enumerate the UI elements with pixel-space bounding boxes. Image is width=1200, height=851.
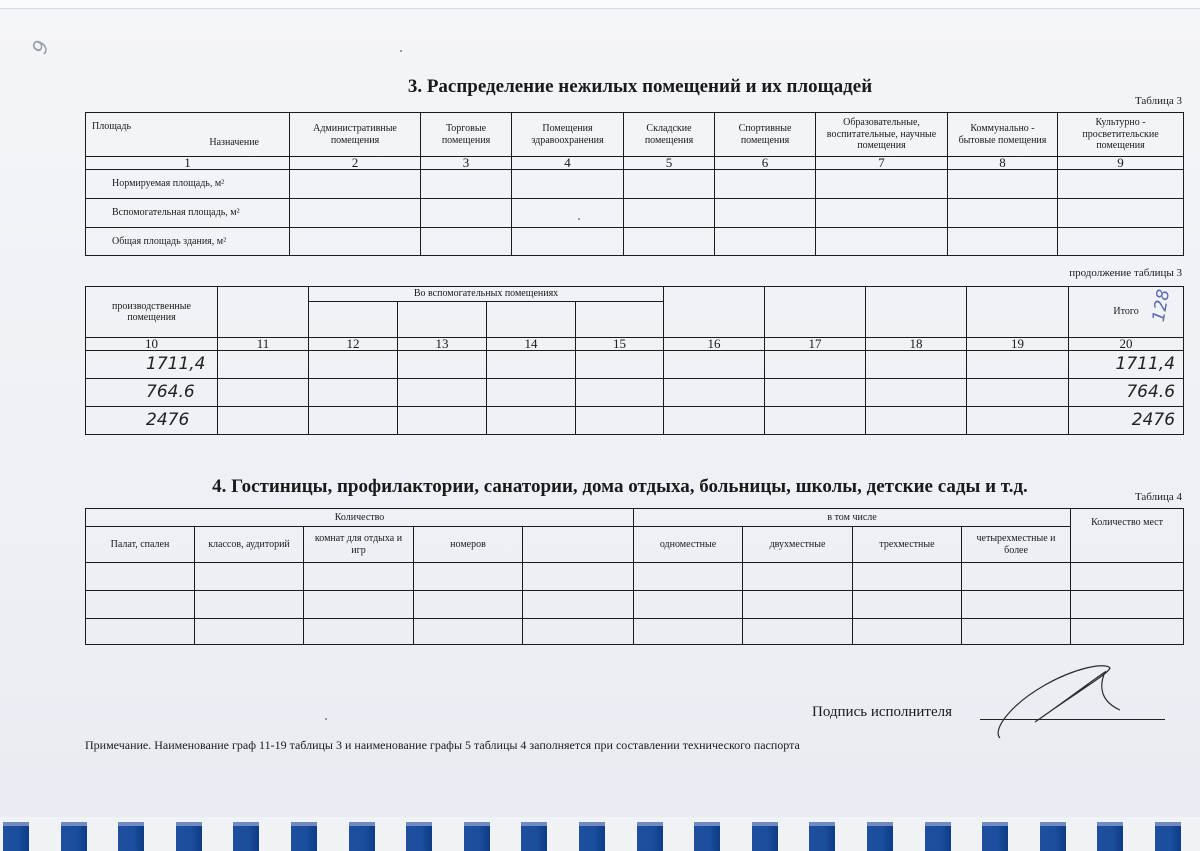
binding-hole xyxy=(349,822,375,851)
column-number: 7 xyxy=(816,157,948,170)
column-header xyxy=(218,287,309,338)
table-row xyxy=(86,228,1184,256)
corner-header-cell xyxy=(86,113,290,157)
column-header: четырехместные и более xyxy=(962,527,1071,563)
column-header xyxy=(967,287,1069,338)
column-header-total xyxy=(1069,287,1184,338)
table-cell xyxy=(948,170,1058,199)
page-top-edge xyxy=(0,0,1200,9)
table-cell xyxy=(743,591,853,619)
table-cell xyxy=(962,563,1071,591)
table-cell xyxy=(967,379,1069,407)
table-cell xyxy=(816,199,948,228)
table3-part2 xyxy=(85,286,1184,435)
table-cell xyxy=(1058,170,1184,199)
table-cell xyxy=(523,619,634,645)
binding-hole xyxy=(809,822,835,851)
table3-part1 xyxy=(85,112,1184,256)
table-cell xyxy=(624,170,715,199)
handwritten-total-value: 764.6 xyxy=(1069,379,1184,407)
table-cell xyxy=(634,591,743,619)
binding-hole xyxy=(61,822,87,851)
binding-hole xyxy=(521,822,547,851)
table-cell xyxy=(309,379,398,407)
table-cell xyxy=(664,351,765,379)
table-cell xyxy=(398,407,487,435)
column-header: Помещения здравоохранения xyxy=(512,113,624,157)
column-number: 14 xyxy=(487,338,576,351)
column-header xyxy=(664,287,765,338)
column-number: 20 xyxy=(1069,338,1184,351)
column-number: 5 xyxy=(624,157,715,170)
table-cell xyxy=(398,379,487,407)
table-cell xyxy=(866,379,967,407)
aux-subheader xyxy=(309,302,398,338)
table-row xyxy=(86,591,1184,619)
binding-hole xyxy=(637,822,663,851)
table-cell xyxy=(743,619,853,645)
table-row xyxy=(86,563,1184,591)
scan-speck xyxy=(325,718,327,720)
table4-header-row-2 xyxy=(86,527,1184,563)
table-cell xyxy=(86,563,195,591)
table-cell xyxy=(512,170,624,199)
table-cell xyxy=(576,407,664,435)
table-row xyxy=(86,199,1184,228)
table-cell xyxy=(309,407,398,435)
table-cell xyxy=(1071,591,1184,619)
binding-hole xyxy=(406,822,432,851)
table3-label: Таблица 3 xyxy=(1134,95,1182,107)
group-header-including: в том числе xyxy=(634,509,1071,527)
table4 xyxy=(85,508,1184,645)
total-header-label: Итого xyxy=(1113,306,1139,318)
column-number-row xyxy=(86,157,1184,170)
table-cell xyxy=(414,563,523,591)
row-label-normative-area: Нормируемая площадь, м² xyxy=(86,170,290,199)
table-cell xyxy=(195,591,304,619)
column-number: 9 xyxy=(1058,157,1184,170)
table-cell xyxy=(765,379,866,407)
table-cell xyxy=(421,199,512,228)
table-row xyxy=(86,170,1184,199)
table-cell xyxy=(309,351,398,379)
table-cell xyxy=(523,563,634,591)
column-header: Спортивные помещения xyxy=(715,113,816,157)
table-cell xyxy=(487,379,576,407)
binding-hole xyxy=(1155,822,1181,851)
table3b-header-row-1 xyxy=(86,287,1184,302)
section4-title: 4. Гостиницы, профилактории, санатории, дома отдыха, больницы, школы, детские сады и т.д. xyxy=(212,476,1028,497)
binding-hole xyxy=(118,822,144,851)
table-cell xyxy=(664,379,765,407)
table-cell xyxy=(523,591,634,619)
column-header: номеров xyxy=(414,527,523,563)
table-row xyxy=(86,407,1184,435)
table-cell xyxy=(512,228,624,256)
table-cell xyxy=(967,351,1069,379)
column-header: Образовательные, воспитательные, научные помещения xyxy=(816,113,948,157)
section3-title: 3. Распределение нежилых помещений и их площадей xyxy=(407,76,873,97)
column-header xyxy=(765,287,866,338)
column-number: 11 xyxy=(218,338,309,351)
binding-hole xyxy=(3,822,29,851)
table-cell xyxy=(962,619,1071,645)
column-header: Коммунально - бытовые помещения xyxy=(948,113,1058,157)
table-cell xyxy=(487,351,576,379)
column-number: 2 xyxy=(290,157,421,170)
corner-handwritten-note: 9 xyxy=(26,36,54,58)
binding-hole xyxy=(982,822,1008,851)
table-cell xyxy=(1071,563,1184,591)
column-number: 19 xyxy=(967,338,1069,351)
table-cell xyxy=(866,351,967,379)
handwritten-value: 2476 xyxy=(86,407,218,435)
table-cell xyxy=(512,199,624,228)
table-cell xyxy=(414,619,523,645)
table-cell xyxy=(743,563,853,591)
column-number: 1 xyxy=(86,157,290,170)
table-cell xyxy=(765,407,866,435)
column-number-row xyxy=(86,338,1184,351)
aux-subheader xyxy=(398,302,487,338)
table-cell xyxy=(715,199,816,228)
column-header: двухместные xyxy=(743,527,853,563)
column-number: 6 xyxy=(715,157,816,170)
scan-speck xyxy=(578,218,580,220)
table4-header-row-1 xyxy=(86,509,1184,527)
table-cell xyxy=(1071,619,1184,645)
table-cell xyxy=(948,199,1058,228)
table-cell xyxy=(1058,199,1184,228)
table-cell xyxy=(290,199,421,228)
binding-hole xyxy=(233,822,259,851)
table3-continuation-label: продолжение таблицы 3 xyxy=(1069,267,1182,279)
table3-header-row xyxy=(86,113,1184,157)
binding-hole xyxy=(752,822,778,851)
column-header: классов, аудиторий xyxy=(195,527,304,563)
column-number: 13 xyxy=(398,338,487,351)
table-cell xyxy=(1058,228,1184,256)
binding-hole xyxy=(867,822,893,851)
table-cell xyxy=(866,407,967,435)
handwritten-total-value: 1711,4 xyxy=(1069,351,1184,379)
column-header xyxy=(523,527,634,563)
footnote: Примечание. Наименование граф 11-19 таблицы 3 и наименование графы 5 таблицы 4 заполняется при составлении технического паспорта xyxy=(85,738,800,752)
table-cell xyxy=(218,351,309,379)
column-number: 8 xyxy=(948,157,1058,170)
table-cell xyxy=(86,591,195,619)
column-header xyxy=(866,287,967,338)
table-cell xyxy=(962,591,1071,619)
column-header: Административные помещения xyxy=(290,113,421,157)
corner-header-purpose: Назначение xyxy=(209,136,259,148)
table-cell xyxy=(576,351,664,379)
column-number: 18 xyxy=(866,338,967,351)
table-cell xyxy=(290,228,421,256)
table-cell xyxy=(853,619,962,645)
table-cell xyxy=(487,407,576,435)
binding-hole xyxy=(1040,822,1066,851)
table-cell xyxy=(715,170,816,199)
column-number: 17 xyxy=(765,338,866,351)
table-cell xyxy=(948,228,1058,256)
table-cell xyxy=(624,228,715,256)
table-cell xyxy=(304,591,414,619)
column-header: Складские помещения xyxy=(624,113,715,157)
binding-hole xyxy=(176,822,202,851)
table-cell xyxy=(715,228,816,256)
group-header-quantity: Количество xyxy=(86,509,634,527)
binding-hole xyxy=(925,822,951,851)
binding-hole xyxy=(291,822,317,851)
table4-label: Таблица 4 xyxy=(1134,491,1182,503)
table-cell xyxy=(634,563,743,591)
column-number: 12 xyxy=(309,338,398,351)
column-header: Палат, спален xyxy=(86,527,195,563)
table-cell xyxy=(816,170,948,199)
signature-label: Подпись исполнителя xyxy=(812,704,952,720)
table-cell xyxy=(218,407,309,435)
scan-speck xyxy=(400,50,402,52)
column-number: 15 xyxy=(576,338,664,351)
table-cell xyxy=(634,619,743,645)
binding-hole xyxy=(694,822,720,851)
column-number: 3 xyxy=(421,157,512,170)
column-number: 10 xyxy=(86,338,218,351)
table-row xyxy=(86,619,1184,645)
row-label-total-area: Общая площадь здания, м² xyxy=(86,228,290,256)
column-header-seats: Количество мест xyxy=(1071,509,1184,563)
corner-header-area: Площадь xyxy=(92,121,131,132)
column-header: трехместные xyxy=(853,527,962,563)
binding-hole xyxy=(1097,822,1123,851)
handwritten-total-value: 2476 xyxy=(1069,407,1184,435)
table-cell xyxy=(195,563,304,591)
total-handwritten-note: 128 xyxy=(1148,288,1174,324)
table-cell xyxy=(218,379,309,407)
table-cell xyxy=(414,591,523,619)
table-cell xyxy=(853,591,962,619)
table-cell xyxy=(86,619,195,645)
table-cell xyxy=(398,351,487,379)
aux-group-header: Во вспомогательных помещениях xyxy=(309,287,664,302)
handwritten-value: 1711,4 xyxy=(86,351,218,379)
column-header: комнат для отдыха и игр xyxy=(304,527,414,563)
column-number: 4 xyxy=(512,157,624,170)
binding-hole xyxy=(579,822,605,851)
column-header: одноместные xyxy=(634,527,743,563)
binding-hole xyxy=(464,822,490,851)
column-header: Торговые помещения xyxy=(421,113,512,157)
aux-subheader xyxy=(576,302,664,338)
table-cell xyxy=(816,228,948,256)
table-cell xyxy=(664,407,765,435)
aux-subheader xyxy=(487,302,576,338)
column-number: 16 xyxy=(664,338,765,351)
table-cell xyxy=(421,228,512,256)
column-header-production: производственные помещения xyxy=(86,287,218,338)
row-label-auxiliary-area: Вспомогательная площадь, м² xyxy=(86,199,290,228)
table-cell xyxy=(967,407,1069,435)
table-cell xyxy=(624,199,715,228)
signature-scribble-icon xyxy=(990,660,1140,745)
table-cell xyxy=(304,619,414,645)
table-row xyxy=(86,351,1184,379)
table-cell xyxy=(421,170,512,199)
handwritten-value: 764.6 xyxy=(86,379,218,407)
table-cell xyxy=(195,619,304,645)
table-row xyxy=(86,379,1184,407)
table-cell xyxy=(765,351,866,379)
table-cell xyxy=(853,563,962,591)
column-header: Культурно - просветительские помещения xyxy=(1058,113,1184,157)
table-cell xyxy=(576,379,664,407)
table-cell xyxy=(304,563,414,591)
table-cell xyxy=(290,170,421,199)
